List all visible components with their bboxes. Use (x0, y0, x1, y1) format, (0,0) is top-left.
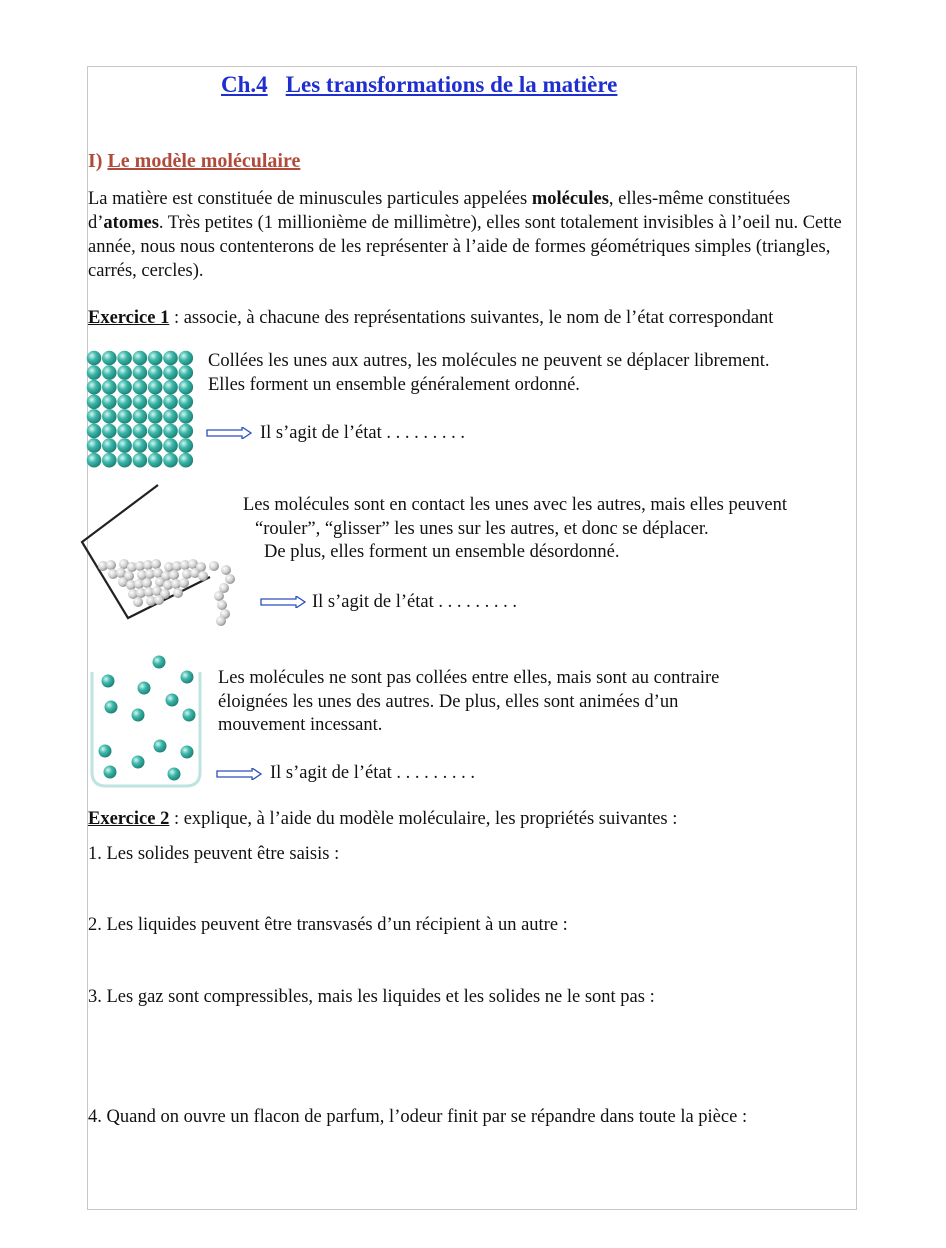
solid-molecule (133, 438, 148, 453)
gas-molecule (181, 746, 194, 759)
question-3: 3. Les gaz sont compressibles, mais les liquides et les solides ne le sont pas : (88, 987, 655, 1007)
liquid-molecule (217, 600, 227, 610)
solid-molecule (117, 395, 132, 410)
gas-molecule (138, 682, 151, 695)
solid-molecule (179, 424, 194, 439)
liquid-molecule (225, 574, 235, 584)
solid-molecule (148, 365, 163, 380)
gas-molecule (168, 768, 181, 781)
solid-molecule (179, 380, 194, 395)
solid-molecule (87, 380, 102, 395)
solid-molecule (163, 351, 178, 366)
solid-molecule (179, 395, 194, 410)
solid-molecule (87, 453, 102, 468)
solid-molecule (163, 380, 178, 395)
solid-molecule (102, 351, 117, 366)
solid-molecule (102, 438, 117, 453)
liquid-molecule (106, 560, 116, 570)
solid-molecule (163, 424, 178, 439)
solid-molecule (117, 351, 132, 366)
solid-molecule (148, 351, 163, 366)
question-1: 1. Les solides peuvent être saisis : (88, 844, 340, 864)
solid-molecule (163, 395, 178, 410)
solid-molecule (87, 438, 102, 453)
solid-molecule (102, 424, 117, 439)
solid-molecule (133, 453, 148, 468)
gas-molecule (166, 694, 179, 707)
solid-molecule (148, 380, 163, 395)
gas-molecule (104, 766, 117, 779)
gas-molecule (132, 709, 145, 722)
solid-molecule (148, 409, 163, 424)
arrow-icon (216, 768, 262, 780)
solid-molecule (148, 395, 163, 410)
intro-paragraph: La matière est constituée de minuscules particules appelées molécules, elles-même constituées d’atomes. Très petites (1 millionième de millimètre), elles sont totalement invisibles à l’oeil nu. Cette année, nous nous contenterons de les représenter à l’aide de formes géométriques simples (triangles, carrés, cercles). (88, 189, 842, 281)
solid-molecule (133, 424, 148, 439)
solid-answer: Il s’agit de l’état . . . . . . . . . (260, 423, 465, 443)
liquid-molecule (133, 597, 143, 607)
solid-molecule (163, 438, 178, 453)
question-2: 2. Les liquides peuvent être transvasés d’un récipient à un autre : (88, 915, 568, 935)
solid-molecule (148, 438, 163, 453)
solid-molecule (117, 453, 132, 468)
liquid-molecule (179, 578, 189, 588)
solid-molecule (102, 380, 117, 395)
liquid-molecule (221, 565, 231, 575)
gas-molecules-illustration (86, 650, 208, 790)
solid-molecule (87, 351, 102, 366)
liquid-molecule (216, 616, 226, 626)
solid-molecule (133, 395, 148, 410)
solid-molecule (179, 351, 194, 366)
solid-molecule (133, 409, 148, 424)
liquid-molecule (151, 559, 161, 569)
gas-answer: Il s’agit de l’état . . . . . . . . . (270, 763, 475, 783)
solid-molecule (133, 380, 148, 395)
solid-molecule (87, 395, 102, 410)
gas-molecule (153, 656, 166, 669)
solid-molecule (102, 453, 117, 468)
solid-molecule (102, 365, 117, 380)
liquid-molecule (214, 591, 224, 601)
exercise2-heading: Exercice 2 : explique, à l’aide du modèle moléculaire, les propriétés suivantes : (88, 809, 678, 829)
page-title: Ch.4 Les transformations de la matière (221, 72, 618, 97)
liquid-molecule (198, 571, 208, 581)
solid-molecule (87, 409, 102, 424)
question-4: 4. Quand on ouvre un flacon de parfum, l’odeur finit par se répandre dans toute la pièce : (88, 1107, 748, 1127)
solid-molecule (148, 453, 163, 468)
section-heading: I) Le modèle moléculaire (88, 150, 301, 172)
arrow-icon (260, 596, 306, 608)
liquid-molecule (173, 588, 183, 598)
solid-molecule (117, 424, 132, 439)
arrow-icon (206, 427, 252, 439)
solid-molecule (179, 453, 194, 468)
gas-molecule (105, 701, 118, 714)
liquid-molecule (142, 578, 152, 588)
liquid-answer: Il s’agit de l’état . . . . . . . . . (312, 592, 517, 612)
solid-molecule (163, 453, 178, 468)
gas-molecule (102, 675, 115, 688)
gas-description: Les molécules ne sont pas collées entre elles, mais sont au contraire éloignées les unes des autres. De plus, elles sont animées d’un mouvement incessant. (218, 668, 720, 735)
gas-molecule (183, 709, 196, 722)
solid-molecules-illustration (86, 350, 194, 468)
liquid-molecule (154, 595, 164, 605)
gas-molecule (181, 671, 194, 684)
solid-molecule (117, 438, 132, 453)
liquid-description: Les molécules sont en contact les unes avec les autres, mais elles peuvent “rouler”, “glisser” les unes sur les autres, et donc se déplacer. De plus, elles forment un ensemble désordonné. (243, 495, 788, 562)
gas-molecule (132, 756, 145, 769)
solid-molecule (102, 409, 117, 424)
liquid-molecule (209, 561, 219, 571)
solid-molecule (133, 351, 148, 366)
solid-molecule (163, 409, 178, 424)
solid-description: Collées les unes aux autres, les molécules ne peuvent se déplacer librement. Elles forment un ensemble généralement ordonné. (208, 351, 770, 395)
solid-molecule (179, 409, 194, 424)
solid-molecule (117, 380, 132, 395)
liquid-molecule (169, 570, 179, 580)
solid-molecule (87, 424, 102, 439)
liquid-molecules-illustration (78, 482, 240, 628)
gas-molecule (99, 745, 112, 758)
solid-molecule (133, 365, 148, 380)
gas-molecule (154, 740, 167, 753)
solid-molecule (87, 365, 102, 380)
solid-molecule (163, 365, 178, 380)
solid-molecule (102, 395, 117, 410)
solid-molecule (117, 365, 132, 380)
exercise1-heading: Exercice 1 : associe, à chacune des représentations suivantes, le nom de l’état correspondant (88, 308, 774, 328)
solid-molecule (148, 424, 163, 439)
solid-molecule (117, 409, 132, 424)
solid-molecule (179, 438, 194, 453)
solid-molecule (179, 365, 194, 380)
